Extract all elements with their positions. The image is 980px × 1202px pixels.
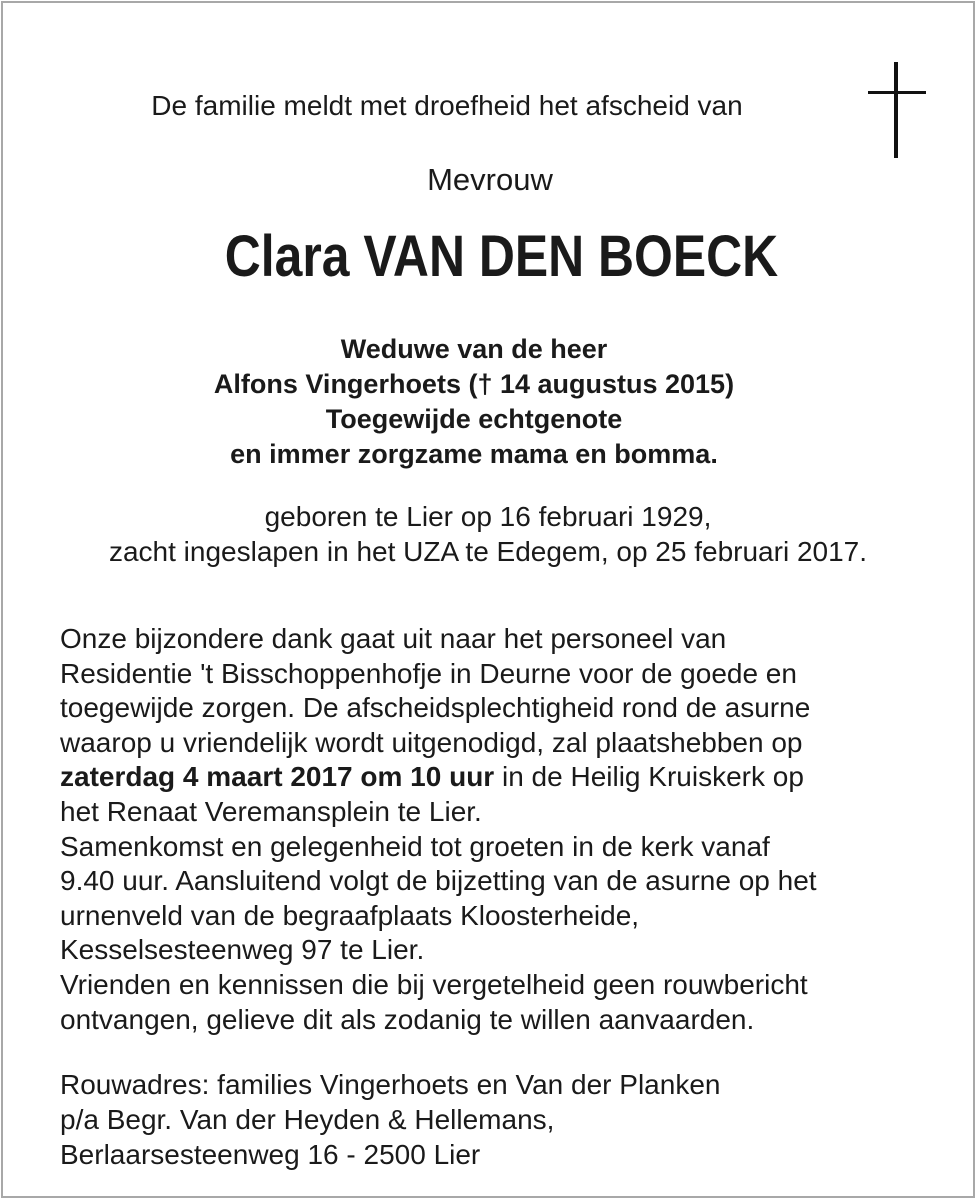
tribute-line: Weduwe van de heer (340, 334, 608, 364)
deceased-name: Clara VAN DEN BOECK (224, 224, 779, 289)
body-line: Residentie 't Bisschoppenhofje in Deurne voor de goede en (60, 657, 797, 689)
death-line: zacht ingeslapen in het UZA te Edegem, op 25 februari 2017. (108, 536, 868, 567)
honorific: Mevrouw (427, 162, 553, 197)
body-line-ceremony (60, 760, 960, 795)
cross-vertical-bar (894, 62, 898, 158)
dates-block (0, 499, 976, 569)
body-line: toegewijde zorgen. De afscheidsplechtigheid rond de asurne (60, 692, 811, 724)
body-paragraph (60, 622, 960, 1037)
body-line: 9.40 uur. Aansluitend volgt de bijzetting van de asurne op het (60, 865, 817, 897)
body-line: Samenkomst en gelegenheid tot groeten in de kerk vanaf (60, 830, 770, 862)
tribute-line: Alfons Vingerhoets († 14 augustus 2015) (213, 369, 735, 399)
address-line: Rouwadres: families Vingerhoets en Van der Planken (60, 1069, 721, 1100)
ceremony-datetime: zaterdag 4 maart 2017 om 10 uur (60, 761, 495, 793)
body-line: Vrienden en kennissen die bij vergetelheid geen rouwbericht (60, 968, 808, 1000)
body-line: waarop u vriendelijk wordt uitgenodigd, zal plaatshebben op (60, 726, 803, 758)
tribute-line: Toegewijde echtgenote (325, 404, 623, 434)
ceremony-location: in de Heilig Kruiskerk op (494, 761, 804, 793)
birth-line: geboren te Lier op 16 februari 1929, (264, 501, 712, 532)
body-line: het Renaat Veremansplein te Lier. (60, 795, 482, 827)
address-line: p/a Begr. Van der Heyden & Hellemans, (60, 1104, 555, 1135)
tribute-block (0, 332, 948, 472)
body-line: Onze bijzondere dank gaat uit naar het personeel van (60, 623, 727, 654)
announcement-text: De familie meldt met droefheid het afscheid van (151, 90, 743, 121)
tribute-line: en immer zorgzame mama en bomma. (230, 439, 718, 469)
body-line: ontvangen, gelieve dit als zodanig te willen aanvaarden. (60, 1003, 755, 1035)
body-line: urnenveld van de begraafplaats Kloosterheide, (60, 899, 640, 931)
mourning-address (60, 1067, 960, 1172)
body-line: Kesselsesteenweg 97 te Lier. (60, 934, 425, 966)
address-line: Berlaarsesteenweg 16 - 2500 Lier (60, 1139, 481, 1170)
